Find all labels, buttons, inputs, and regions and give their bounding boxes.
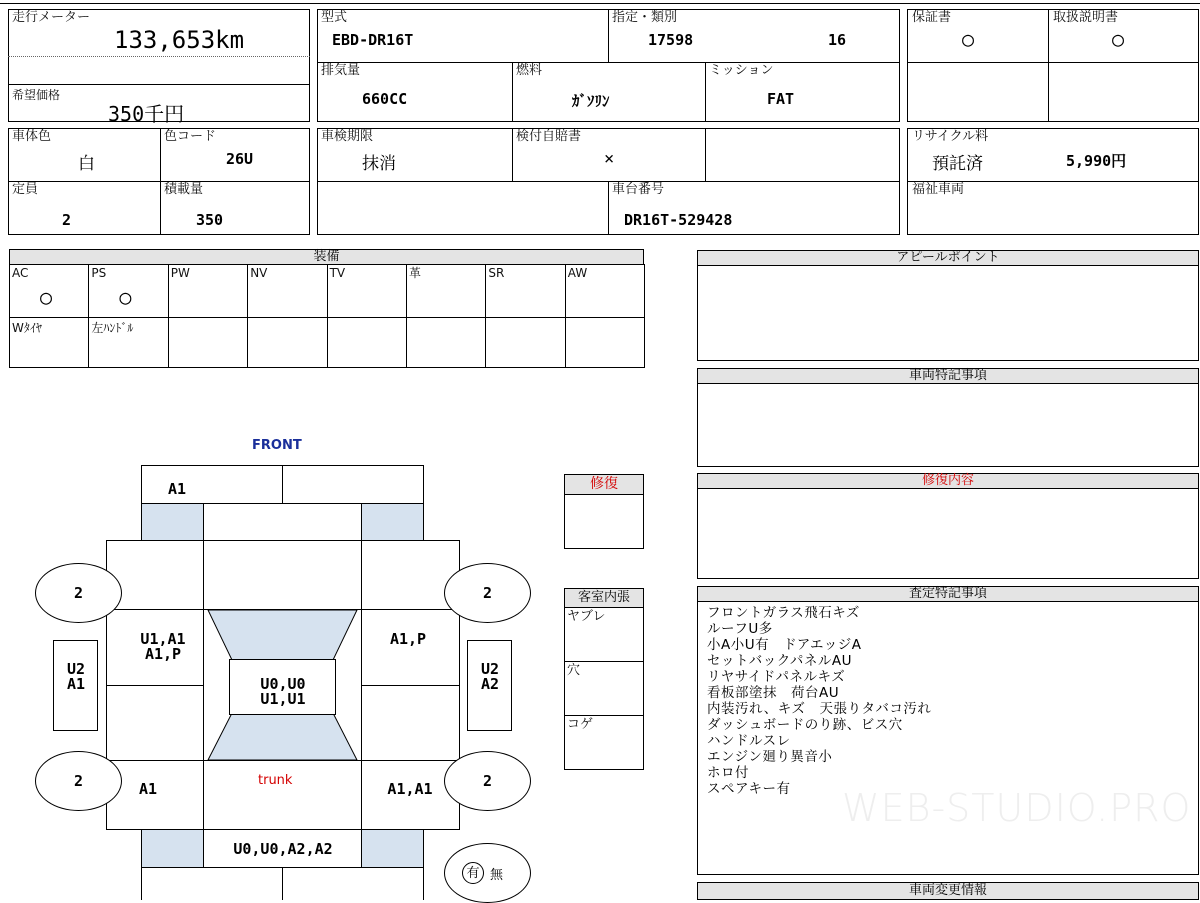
front-label: FRONT [252, 438, 302, 453]
warranty-label: 保証書 [912, 10, 952, 25]
equipment-label: AC [12, 266, 29, 280]
fuel-label: 燃料 [516, 63, 543, 78]
capacity-value: 2 [62, 211, 72, 229]
assessment-note: セットバックパネルAU [707, 653, 853, 669]
right-rear-code: A1,A1 [387, 780, 433, 798]
hood-code: A1 [167, 480, 187, 498]
special-box [697, 383, 1199, 467]
fuel-value: ｶﾞｿﾘﾝ [572, 92, 610, 110]
inspection-col-divider-b [705, 128, 706, 181]
front-left-pillar [142, 504, 204, 541]
equipment-label: 左ﾊﾝﾄﾞﾙ [91, 321, 134, 335]
mileage-label: 走行メーター [12, 10, 91, 25]
front-right-pillar [362, 504, 424, 541]
repair-detail-box [697, 488, 1199, 579]
transmission-label: ミッション [709, 63, 774, 78]
right-front-fender-code: A1,P [389, 630, 427, 648]
load-value: 350 [196, 211, 224, 229]
interior-item-label: コゲ [567, 717, 594, 732]
appeal-box [697, 265, 1199, 361]
interior-item-label: 穴 [567, 663, 581, 678]
tire-front-left: 2 [35, 563, 122, 623]
designation-label: 指定・類別 [612, 10, 678, 25]
mileage-value: 133,653km [114, 26, 245, 54]
color-code-label: 色コード [164, 129, 217, 144]
interior-item-label: ヤブレ [567, 609, 606, 624]
assessment-note: フロントガラス飛石キズ [707, 605, 860, 621]
category-value: 16 [828, 31, 847, 49]
equipment-label: Wﾀｲﾔ [12, 321, 42, 335]
transmission-value: FAT [767, 90, 795, 108]
equipment-label: NV [250, 266, 268, 280]
rear-glass [208, 713, 357, 760]
interior-header: 客室内張 [564, 588, 644, 608]
assessment-note: ホロ付 [707, 765, 749, 781]
equipment-label: AW [567, 266, 588, 280]
assessment-note: ダッシュボードのり跡、ビス穴 [707, 717, 903, 733]
assessment-note: リヤサイドパネルキズ [707, 669, 846, 685]
designation-value: 17598 [648, 31, 694, 49]
tire-rear-left: 2 [35, 751, 122, 811]
left-front-fender-code: U1,A1 A1,P [140, 630, 186, 663]
warranty-box [907, 9, 1199, 122]
price-value: 350千円 [108, 102, 185, 126]
load-label: 積載量 [164, 182, 204, 197]
left-side-panel-code: U2 A1 [66, 660, 86, 693]
price-label: 希望価格 [12, 88, 61, 102]
equipment-header: 装備 [9, 249, 644, 265]
chassis-label: 車台番号 [612, 182, 665, 197]
assessment-note: 内装汚れ、キズ 天張りタバコ汚れ [707, 701, 932, 717]
body-color-label: 車体色 [12, 129, 52, 144]
recycle-amount: 5,990円 [1066, 152, 1127, 170]
spare-tire-indicator [444, 843, 531, 903]
equipment-label: SR [488, 266, 505, 280]
displacement-label: 排気量 [321, 63, 361, 78]
center-roof-code: U0,U0 U1,U1 [260, 675, 306, 708]
assessment-note: 看板部塗抹 荷台AU [707, 685, 840, 701]
assessment-note: ハンドルスレ [707, 733, 791, 749]
color-code-value: 26U [226, 150, 254, 168]
welfare-label: 福祉車両 [912, 182, 965, 197]
body-color-value: 白 [78, 154, 95, 174]
model-value: EBD-DR16T [332, 31, 414, 49]
warranty-row-divider [907, 62, 1199, 63]
equipment-value: ○ [119, 285, 132, 309]
equipment-label: PW [170, 266, 190, 280]
assessment-note: エンジン廻り異音小 [707, 749, 833, 765]
equipment-label: 革 [409, 266, 422, 280]
tire-front-right: 2 [444, 563, 531, 623]
equipment-label: PS [91, 266, 107, 280]
assessment-note: スペアキー有 [707, 781, 791, 797]
right-side-panel-code: U2 A2 [480, 660, 500, 693]
assessment-note: 小A小U有 ドアエッジA [707, 637, 862, 653]
trunk-label: trunk [258, 773, 293, 788]
change-header: 車両変更情報 [697, 882, 1199, 900]
insurance-label: 検付自賠書 [516, 129, 582, 144]
appeal-header: アピールポイント [697, 250, 1199, 266]
rear-right-pillar [362, 830, 424, 868]
assessment-note: ルーフU多 [707, 621, 773, 637]
assessment-header: 査定特記事項 [697, 586, 1199, 602]
watermark: WEB-STUDIO.PRO [842, 786, 1192, 830]
left-rear-code: A1 [138, 780, 158, 798]
capacity-label: 定員 [12, 182, 39, 197]
rear-left-pillar [142, 830, 204, 868]
recycle-status: 預託済 [932, 154, 983, 174]
equipment-value: ○ [40, 285, 53, 309]
rear-panel-code: U0,U0,A2,A2 [233, 840, 333, 858]
spare-yes: 有 [462, 862, 484, 884]
inspection-label: 車検期限 [321, 129, 374, 144]
recycle-label: リサイクル料 [912, 129, 989, 144]
repair-header: 修復 [564, 474, 644, 495]
insurance-value: × [604, 149, 615, 169]
chassis-value: DR16T-529428 [624, 211, 733, 229]
special-header: 車両特記事項 [697, 368, 1199, 384]
warranty-value: ○ [962, 27, 975, 51]
windshield [208, 610, 357, 660]
tire-rear-right: 2 [444, 751, 531, 811]
repair-detail-header: 修復内容 [697, 473, 1199, 489]
manual-label: 取扱説明書 [1053, 10, 1119, 25]
inspection-value: 抹消 [362, 154, 396, 174]
model-col-divider-c [705, 62, 706, 122]
spare-no: 無 [490, 868, 504, 883]
manual-value: ○ [1112, 27, 1125, 51]
hood [204, 504, 362, 541]
warranty-col-divider [1048, 9, 1049, 122]
equipment-label: TV [329, 266, 346, 280]
displacement-value: 660CC [362, 90, 408, 108]
model-label: 型式 [321, 10, 348, 25]
